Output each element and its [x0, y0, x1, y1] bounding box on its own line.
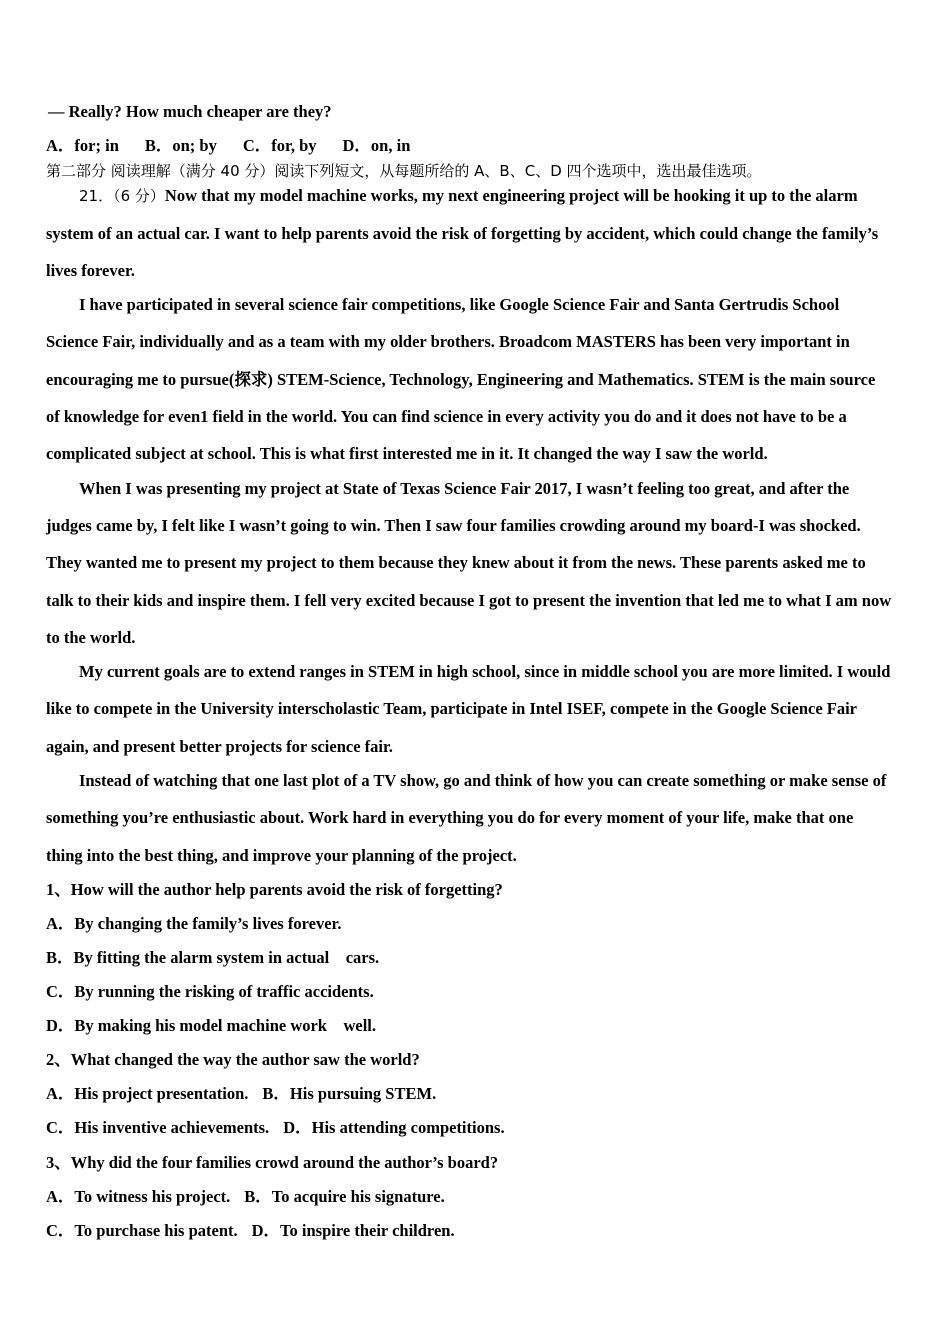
passage-number: 21．（6 分） [79, 187, 165, 205]
answer-option: C．To purchase his patent. [46, 1221, 238, 1240]
answer-options-row [46, 1221, 455, 1241]
option-b: B．on; by [144, 136, 217, 155]
answer-option: C．By running the risking of traffic accidents. [46, 982, 374, 1001]
passage-line: thing into the best thing, and improve your planning of the project. [46, 846, 517, 865]
answer-option: C．His inventive achievements. [46, 1118, 270, 1137]
question-stem: 1、How will the author help parents avoid the risk of forgetting? [46, 880, 503, 899]
answer-option: B．To acquire his signature. [244, 1187, 445, 1206]
section-heading: 第二部分 阅读理解（满分 40 分）阅读下列短文，从每题所给的 A、B、C、D 四个选项中，选出最佳选项。 [46, 162, 762, 180]
passage-line: When I was presenting my project at State of Texas Science Fair 2017, I wasn’t feeling too great, and after the [79, 479, 850, 498]
passage-line: Science Fair, individually and as a team with my older brothers. Broadcom MASTERS has been very important in [46, 332, 850, 351]
passage-line: 21．（6 分）Now that my model machine works, my next engineering project will be hooking it up to the alarm [79, 186, 858, 205]
answer-options-row [46, 1118, 505, 1138]
question-stem: 3、Why did the four families crowd around the author’s board? [46, 1153, 499, 1172]
question-stem: 2、What changed the way the author saw the world? [46, 1050, 420, 1069]
passage-line: something you’re enthusiastic about. Work hard in everything you do for every moment of your life, make that one [46, 808, 854, 827]
passage-line: again, and present better projects for science fair. [46, 737, 393, 756]
answer-option: D．By making his model machine work well. [46, 1016, 377, 1035]
passage-line: encouraging me to pursue(探求) STEM-Science, Technology, Engineering and Mathematics. STEM is the main source [46, 370, 876, 389]
answer-option: A．By changing the family’s lives forever. [46, 914, 342, 933]
option-d: D．on, in [342, 136, 411, 155]
passage-line: like to compete in the University interscholastic Team, participate in Intel ISEF, compete in the Google Science Fair [46, 699, 858, 718]
passage-line: My current goals are to extend ranges in STEM in high school, since in middle school you are more limited. I would [79, 662, 891, 681]
answer-options-row [46, 1084, 436, 1104]
passage-line: of knowledge for even1 field in the world. You can find science in every activity you do and it does not have to be a [46, 407, 847, 426]
answer-option: B．His pursuing STEM. [262, 1084, 437, 1103]
answer-option: D．His attending competitions. [283, 1118, 505, 1137]
prev-question-options [46, 136, 410, 156]
passage-line: They wanted me to present my project to them because they knew about it from the news. These parents asked me to [46, 553, 866, 572]
answer-option: B．By fitting the alarm system in actual cars. [46, 948, 380, 967]
passage-line: I have participated in several science fair competitions, like Google Science Fair and Santa Gertrudis School [79, 295, 840, 314]
passage-line: lives forever. [46, 261, 135, 280]
passage-line: complicated subject at school. This is what first interested me in it. It changed the way I saw the world. [46, 444, 768, 463]
dialog-line: — Really? How much cheaper are they? [48, 102, 332, 121]
option-a: A．for; in [46, 136, 119, 155]
option-c: C．for, by [242, 136, 317, 155]
passage-line: talk to their kids and inspire them. I fell very excited because I got to present the invention that led me to what I am now [46, 591, 892, 610]
answer-option: A．His project presentation. [46, 1084, 249, 1103]
answer-option: A．To witness his project. [46, 1187, 231, 1206]
passage-line: judges came by, I felt like I wasn’t going to win. Then I saw four families crowding around my board-I was shocked. [46, 516, 861, 535]
answer-option: D．To inspire their children. [251, 1221, 455, 1240]
passage-line: to the world. [46, 628, 136, 647]
passage-line: system of an actual car. I want to help parents avoid the risk of forgetting by accident, which could change the family’s [46, 224, 879, 243]
answer-options-row [46, 1187, 445, 1207]
passage-line: Instead of watching that one last plot of a TV show, go and think of how you can create something or make sense of [79, 771, 887, 790]
